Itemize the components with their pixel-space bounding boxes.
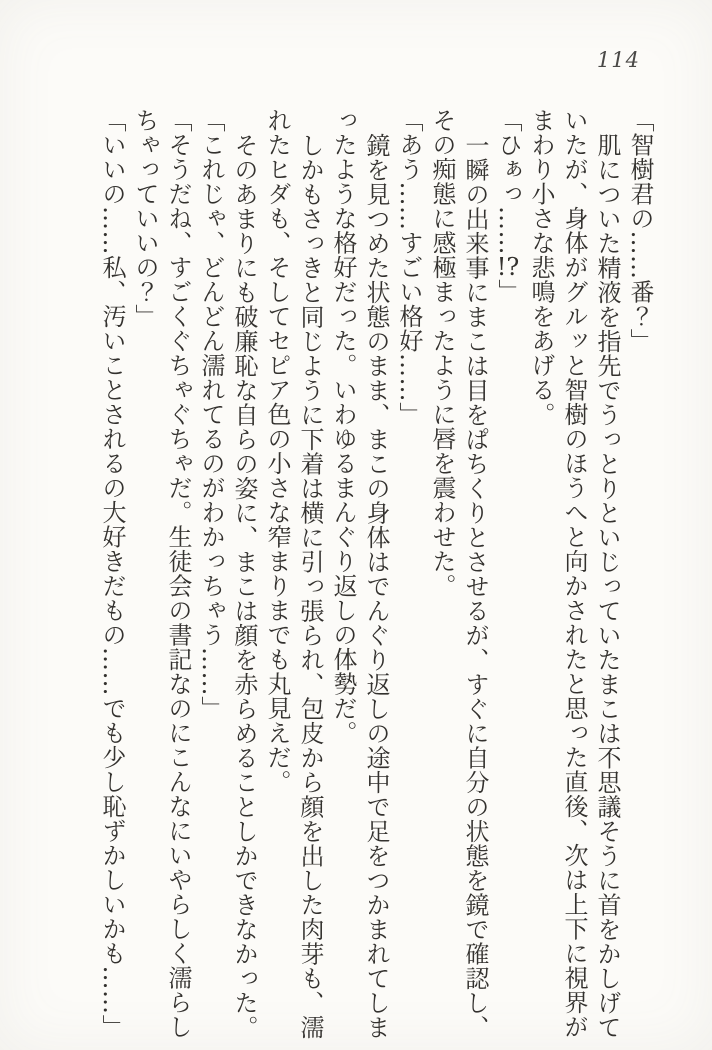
paragraph-narration: 一瞬の出来事にまこは目をぱちくりとさせるが、すぐに自分の状態を鏡で確認し、その痴態に感極まったように唇を震わせた。 bbox=[428, 108, 489, 1040]
paragraph-dialogue: 「いいの……私、汚いことされるの大好きだもの……でも少し恥ずかしいかも……」 bbox=[98, 108, 126, 1039]
paragraph-dialogue: 「そうだね、すごくぐちゃぐちゃだ。生徒会の書記なのにこんなにいやらしく濡らしちゃっていいの？」 bbox=[131, 108, 192, 1039]
paragraph-dialogue: 「あう……すごい格好……」 bbox=[395, 108, 423, 427]
novel-text-block bbox=[90, 108, 656, 1040]
paragraph-narration: 肌についた精液を指先でうっとりといじっていたまこは不思議そうに首をかしげていたが、身体がグルッと智樹のほうへと向かされたと思った直後、次は上下に視界がまわり小さな悲鳴をあげる。 bbox=[527, 108, 621, 1040]
paragraph-narration: しかもさっきと同じように下着は横に引っ張られ、包皮から顔を出した肉芽も、濡れたヒダも、そしてセピア色の小さな窄まりまでも丸見えだ。 bbox=[263, 108, 324, 1040]
paragraph-dialogue: 「ひぁっ……!?」 bbox=[494, 108, 522, 304]
tatechuyoko-glyph: !? bbox=[496, 255, 520, 279]
paragraph-narration: 鏡を見つめた状態のまま、まこの身体はでんぐり返しの途中で足をつかまれてしまったような格好だった。いわゆるまんぐり返しの体勢だ。 bbox=[329, 108, 390, 1040]
paragraph-dialogue: 「智樹君の……番？」 bbox=[626, 108, 654, 353]
paragraph-narration: そのあまりにも破廉恥な自らの姿に、まこは顔を赤らめることしかできなかった。 bbox=[230, 133, 258, 1040]
page-number: 114 bbox=[596, 48, 640, 72]
paragraph-dialogue: 「これじゃ、どんどん濡れてるのがわかっちゃう……」 bbox=[197, 108, 225, 721]
